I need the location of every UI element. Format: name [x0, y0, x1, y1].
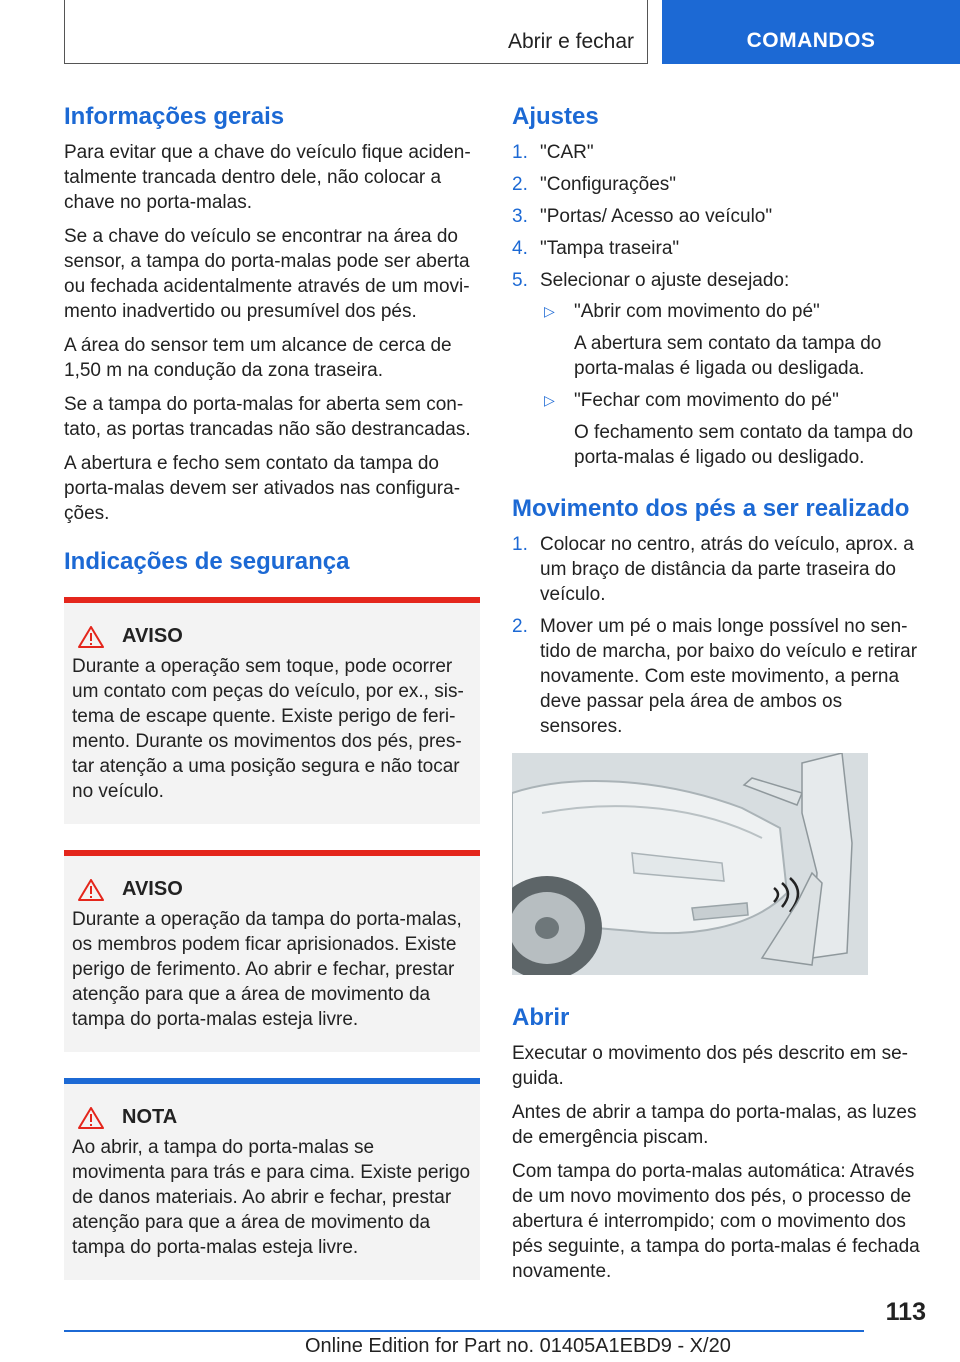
warning-box — [64, 850, 480, 1052]
step-text: Selecionar o ajuste desejado: — [540, 270, 790, 291]
note-box — [64, 1078, 480, 1280]
heading-foot-movement: Movimento dos pés a ser realizado — [512, 495, 910, 522]
option-name: "Abrir com movimento do pé" — [574, 301, 820, 322]
sub-options — [540, 299, 928, 470]
right-column — [512, 100, 928, 1293]
heading-open: Abrir — [512, 1004, 570, 1031]
paragraph: Executar o movimento dos pés descrito em se-guida. — [512, 1043, 909, 1089]
option-name: "Fechar com movimento do pé" — [574, 390, 839, 411]
header-section-title: Abrir e fechar — [507, 30, 634, 53]
paragraph: Para evitar que a chave do veículo fique aciden-talmente trancada dentro dele, não colocar a chave no porta-malas. — [64, 142, 471, 213]
step-number: 2. — [512, 174, 528, 195]
header-chapter-tab[interactable]: COMANDOS — [662, 0, 960, 64]
footer-edition-text: Online Edition for Part no. 01405A1EBD9 - X/20 — [305, 1335, 731, 1357]
step-text: "CAR" — [540, 142, 594, 163]
paragraph: Se a tampa do porta-malas for aberta sem con-tato, as portas trancadas não são destrancadas. — [64, 394, 471, 440]
list-item — [512, 614, 928, 739]
warning-triangle-icon — [78, 626, 104, 648]
step-number: 3. — [512, 206, 528, 227]
step-number: 2. — [512, 616, 528, 637]
list-item — [512, 268, 928, 477]
list-item — [512, 532, 928, 607]
warning-box — [64, 597, 480, 824]
step-text: Mover um pé o mais longe possível no sen-tido de marcha, por baixo do veículo e retirar novamente. Com este movimento, a perna deve passar pela área de ambos os sensores. — [540, 616, 918, 737]
warning-title: AVISO — [122, 625, 183, 647]
warning-text: Durante a operação da tampa do porta-malas, os membros podem ficar aprisionados. Existe perigo de ferimento. Ao abrir e fechar, prestar atenção para que a área de movimento da tampa do porta-malas esteja livre. — [72, 909, 462, 1030]
paragraph: A abertura e fecho sem contato da tampa do porta-malas devem ser ativados nas configura-ções. — [64, 453, 461, 524]
warning-title: AVISO — [122, 878, 183, 900]
left-column — [64, 100, 480, 1306]
paragraph: Antes de abrir a tampa do porta-malas, as luzes de emergência piscam. — [512, 1102, 917, 1148]
step-number: 1. — [512, 534, 528, 555]
warning-triangle-icon — [78, 1107, 104, 1129]
triangle-bullet-icon: ▷ — [544, 392, 555, 408]
step-number: 1. — [512, 142, 528, 163]
list-item — [512, 140, 928, 165]
heading-safety: Indicações de segurança — [64, 548, 350, 575]
list-item — [512, 204, 928, 229]
heading-general-info: Informações gerais — [64, 103, 285, 130]
warning-text: Durante a operação sem toque, pode ocorrer um contato com peças do veículo, por ex., sis-tema de escape quente. Existe perigo de feri-mento. Durante os movimentos dos pés, pres-tar atenção a uma posição segura e não tocar no veículo. — [72, 656, 464, 802]
sub-option — [540, 388, 928, 470]
option-description: A abertura sem contato da tampa do porta-malas é ligada ou desligada. — [574, 333, 882, 379]
note-title: NOTA — [122, 1106, 178, 1128]
car-rear-foot-sensor-illustration — [512, 753, 868, 975]
paragraph: A área do sensor tem um alcance de cerca de 1,50 m na condução da zona traseira. — [64, 335, 452, 381]
triangle-bullet-icon: ▷ — [544, 303, 555, 319]
sub-option — [540, 299, 928, 381]
warning-triangle-icon — [78, 879, 104, 901]
list-item — [512, 236, 928, 261]
step-text: "Tampa traseira" — [540, 238, 680, 259]
step-number: 4. — [512, 238, 528, 259]
footer-divider — [64, 1330, 864, 1332]
step-number: 5. — [512, 270, 528, 291]
note-text: Ao abrir, a tampa do porta-malas se movimenta para trás e para cima. Existe perigo de danos materiais. Ao abrir e fechar, prestar atenção para que a área de movimento da tampa do porta-malas esteja livre. — [72, 1137, 471, 1258]
option-description: O fechamento sem contato da tampa do porta-malas é ligado ou desligado. — [574, 422, 914, 468]
movement-steps — [512, 532, 928, 739]
step-text: "Configurações" — [540, 174, 677, 195]
list-item — [512, 172, 928, 197]
page-number: 113 — [885, 1298, 926, 1326]
settings-steps — [512, 140, 928, 477]
step-text: Colocar no centro, atrás do veículo, aprox. a um braço de distância da parte traseira do veículo. — [540, 534, 914, 605]
paragraph: Se a chave do veículo se encontrar na área do sensor, a tampa do porta-malas pode ser aberta ou fechada acidentalmente através de um movi-mento inadvertido ou presumível dos pés. — [64, 226, 470, 322]
step-text: "Portas/ Acesso ao veículo" — [540, 206, 773, 227]
paragraph: Com tampa do porta-malas automática: Através de um novo movimento dos pés, o processo de abertura é interrompido; com o movimento dos pés seguinte, a tampa do porta-malas é fechada novamente. — [512, 1161, 920, 1282]
heading-settings: Ajustes — [512, 103, 599, 130]
